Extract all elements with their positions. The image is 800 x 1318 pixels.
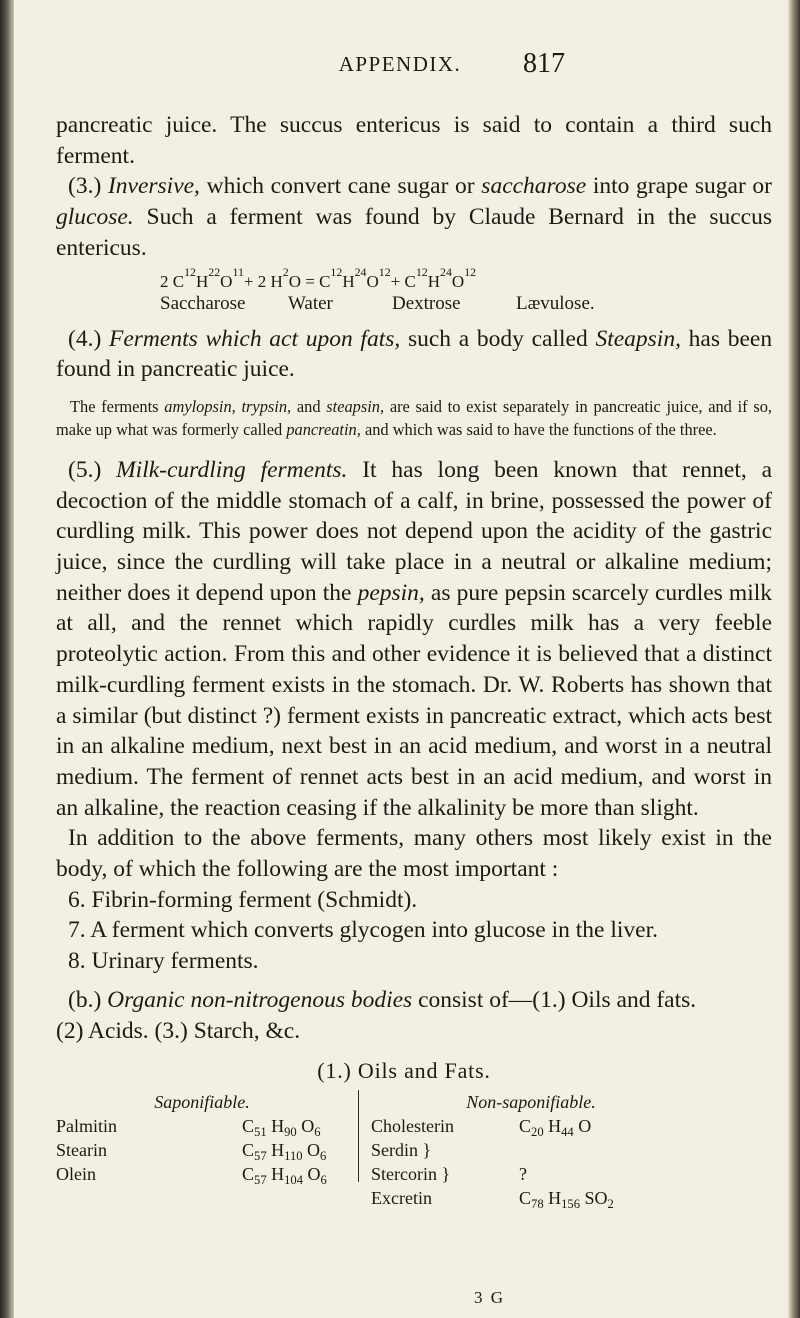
table-row: Stercorin } ? [371,1164,527,1185]
page-number: 817 [523,48,565,79]
page-header [0,50,800,90]
term-milk-curdling: Milk-curdling ferments. [116,456,348,483]
term-fat-ferments: Ferments which act upon fats, [109,325,401,352]
saponifiable-header: Saponifiable. [154,1092,250,1113]
paragraph-milk-curdling: (5.) Milk-curdling ferments. It has long been known that rennet, a decoction of the middle stomach of a calf, in brine, possessed the power of curdling milk. This power does not depend upon the acidity of the gastric juice, since the curdling will take place in a neutral or alkaline medium; neither does it depend upon the pepsin, as pure pepsin scarcely curdles milk at all, and the rennet which rapidly curdles milk has a very feeble proteolytic action. From this and other evidence it is believed that a distinct milk-curdling ferment exists in the stomach. Dr. W. Roberts has shown that a similar (but distinct ?) ferment exists in pancreatic extract, which acts best in an alkaline medium, next best in an acid medium, and worst in a neutral medium. The ferment of rennet acts best in an acid medium, and worst in an alkaline, the reaction ceasing if the alkalinity be more than slight. [56,456,773,821]
non-saponifiable-header: Non-saponifiable. [466,1092,596,1113]
term-organic: Organic non-nitrogenous bodies [107,986,413,1013]
list-item: 8. Urinary ferments. [68,948,259,975]
table-row: Palmitin $C_{51}$ $H_{90}$ $O_6$ [56,1116,321,1140]
equation-labels [160,294,772,314]
paragraph-other-ferments: In addition to the above ferments, many others most likely exist in the body, of which the following are the most important : [56,825,772,883]
label-dextrose: Dextrose [392,292,461,314]
paragraph-1: pancreatic juice. The succus entericus is said to contain a third such ferment. [56,112,772,169]
term-pepsin: pepsin, [357,579,425,606]
term-saccharose: saccharose [481,173,587,200]
term-glucose: glucose. [56,204,134,231]
table-row: Serdin } [371,1140,432,1161]
table-row: Olein $C_{57}$ $H_{104}$ $O_6$ [56,1164,327,1188]
paragraph-organic: (b.) Organic non-nitrogenous bodies consist of—(1.) Oils and fats. (2) Acids. (3.) Starch, &c. [56,986,697,1044]
right-page-edge [788,0,800,1318]
running-head: APPENDIX. [338,52,462,76]
saponifiable-column [56,1090,348,1186]
chemical-equation [56,264,772,314]
list-item: 6. Fibrin-forming ferment (Schmidt). [68,886,418,913]
section-title: (1.) Oils and Fats. [317,1058,491,1084]
page-body [56,110,773,1212]
table-row: Stearin $C_{57}$ $H_{110}$ $O_6$ [56,1140,327,1164]
term-steapsin: Steapsin, [595,325,681,352]
label-saccharose: Saccharose [160,292,246,314]
paragraph-inversive: (3.) Inversive, which convert cane sugar or saccharose into grape sugar or glucose. Such a ferment was found by Claude Bernard in the succus entericus. [56,173,773,261]
table-row: Cholesterin $C_{20}$ $H_{44}$ O [371,1116,592,1140]
list-item: 7. A ferment which converts glycogen into glucose in the liver. [68,917,658,944]
equation-formula: 2 C 12 H 22 O 11 + 2 H 2 O = C 12 H 24 O 12 + C 12 H 24 O 12 [160,264,477,291]
label-laevulose: Lævulose. [516,292,595,314]
paragraph-fats: (4.) Ferments which act upon fats, such a body called Steapsin, has been found in pancreatic juice. [56,325,773,383]
small-note: The ferments amylopsin, trypsin, and steapsin, are said to exist separately in pancreatic juice, and if so, make up what was formerly called pancreatin, and which was said to have the functions of the three. [56,396,772,439]
oils-fats-table [56,1090,772,1212]
label-water: Water [288,292,333,314]
left-page-edge [0,0,14,1318]
table-row: Excretin $C_{78}$ $H_{156}$ $SO_2$ [371,1188,614,1212]
term-inversive: Inversive, [107,173,200,200]
signature-mark: 3 G [474,1288,506,1307]
non-saponifiable-column [358,1090,691,1212]
